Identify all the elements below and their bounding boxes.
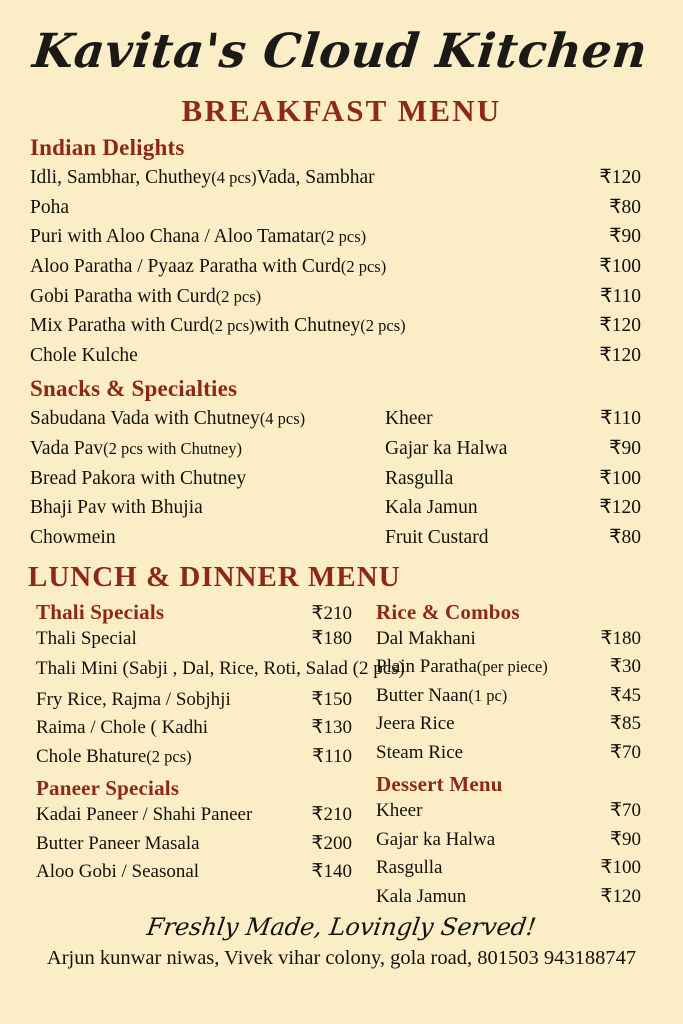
menu-item-name: Aloo Gobi / Seasonal: [36, 861, 200, 882]
menu-item-price: ₹110: [600, 408, 641, 430]
menu-item-price: ₹70: [609, 800, 641, 821]
menu-item-row: [385, 434, 641, 464]
section-heading-dessert-menu: Dessert Menu: [376, 772, 503, 796]
menu-item-row: [30, 434, 385, 464]
rice-combos-item-list: [366, 625, 641, 768]
menu-item-quantity: (2 pcs): [215, 286, 262, 306]
section-heading-paneer-specials: Paneer Specials: [36, 776, 180, 800]
menu-item-name: Kala Jamun: [385, 497, 478, 519]
menu-item-name: Kheer: [376, 800, 423, 821]
snacks-right-column: [385, 404, 659, 552]
menu-item-quantity: (2 pcs): [146, 746, 192, 766]
menu-item-name: Puri with Aloo Chana / Aloo Tamatar: [30, 226, 321, 248]
menu-item-row: [376, 710, 641, 739]
menu-item-row: [376, 739, 641, 768]
menu-item-row: [36, 743, 352, 772]
menu-item-row: [376, 797, 641, 826]
menu-item-name: Kadai Paneer / Shahi Paneer: [36, 804, 253, 825]
menu-item-name: Chole Kulche: [30, 344, 138, 366]
menu-item-name: Dal Makhani: [376, 627, 476, 649]
menu-item-name: Rasgulla: [376, 857, 443, 878]
menu-item-price: ₹180: [600, 627, 641, 649]
menu-item-name: Plain Paratha: [376, 656, 477, 677]
menu-item-price: ₹100: [600, 857, 641, 878]
menu-item-name: Gobi Paratha with Curd: [30, 285, 216, 307]
menu-item-price: ₹150: [311, 688, 352, 710]
section-heading-lunch-dinner: LUNCH & DINNER MENU: [28, 560, 401, 593]
menu-item-row: [385, 523, 641, 553]
menu-item-price: ₹120: [599, 344, 641, 366]
menu-item-name: Bread Pakora with Chutney: [30, 467, 247, 489]
menu-item-name: Fry Rice, Rajma / Sobjhji: [36, 688, 231, 710]
paneer-specials-item-list: [26, 801, 352, 887]
menu-item-name: Thali Special: [36, 627, 137, 649]
menu-item-row: [36, 858, 352, 887]
menu-item-row: [30, 523, 385, 553]
menu-item-name-extra: with Chutney: [254, 315, 361, 337]
menu-item-row: [30, 282, 641, 312]
menu-item-price: ₹120: [599, 167, 641, 188]
menu-item-price: ₹90: [609, 226, 641, 248]
menu-item-quantity: (per piece): [476, 657, 548, 676]
thali-specials-heading-row: [26, 595, 352, 625]
menu-item-price: ₹130: [311, 717, 352, 738]
menu-item-price: ₹100: [599, 255, 641, 277]
menu-item-row: [30, 163, 641, 193]
section-indian-delights: [24, 135, 659, 370]
section-heading-rice-combos: Rice & Combos: [376, 599, 520, 624]
menu-item-name: Raima / Chole ( Kadhi: [36, 717, 209, 738]
menu-item-row: [376, 653, 641, 682]
menu-item-name: Kheer: [385, 408, 433, 430]
menu-item-quantity: (4 pcs): [259, 409, 306, 429]
menu-item-row: [30, 404, 385, 434]
menu-item-row: [36, 714, 352, 743]
menu-item-price: ₹80: [609, 196, 641, 218]
menu-item-price: ₹85: [609, 713, 641, 734]
menu-item-name: Vada Pav: [30, 438, 104, 459]
menu-item-name: Sabudana Vada with Chutney: [30, 408, 260, 430]
menu-item-row: [36, 830, 352, 859]
menu-item-price: ₹110: [312, 745, 352, 767]
menu-item-name: Mix Paratha with Curd: [30, 315, 210, 337]
menu-item-name: Aloo Paratha / Pyaaz Paratha with Curd: [30, 255, 341, 277]
section-heading-thali-specials: Thali Specials: [36, 599, 165, 624]
menu-item-name: Gajar ka Halwa: [385, 438, 508, 459]
menu-item-price: ₹80: [609, 526, 641, 548]
menu-item-price: ₹210: [311, 804, 352, 825]
menu-item-quantity-extra: (2 pcs): [360, 316, 406, 336]
menu-item-name: Chole Bhature: [36, 745, 147, 767]
section-snacks-specialties: [24, 376, 659, 552]
menu-item-price: ₹30: [609, 656, 641, 677]
menu-item-price: ₹120: [599, 497, 641, 519]
menu-item-name: Kala Jamun: [376, 885, 467, 907]
menu-item-row: [30, 222, 641, 252]
thali-specials-item-list: [26, 625, 405, 772]
snacks-left-column: [30, 404, 385, 552]
menu-item-quantity: (2 pcs): [340, 256, 387, 276]
section-heading-indian-delights: Indian Delights: [30, 135, 185, 160]
menu-item-row: [385, 404, 641, 434]
address-line: Arjun kunwar niwas, Vivek vihar colony, gola road, 801503 943188747: [46, 947, 637, 969]
menu-item-price: ₹100: [599, 467, 641, 489]
lunch-dinner-two-column: [24, 595, 659, 912]
menu-item-row: [30, 193, 641, 223]
menu-item-row: [36, 686, 352, 715]
tagline: Freshly Made, Lovingly Served!: [145, 913, 538, 941]
menu-item-row: [36, 653, 405, 686]
menu-item-quantity: (2 pcs with Chutney): [103, 439, 242, 458]
thali-specials-heading-price: ₹210: [311, 602, 352, 624]
menu-item-row: [30, 252, 641, 282]
menu-item-name-extra: Vada, Sambhar: [256, 167, 375, 188]
menu-item-row: [30, 493, 385, 523]
menu-item-price: ₹120: [599, 315, 641, 337]
menu-item-price: ₹110: [600, 285, 641, 307]
menu-item-row: [376, 826, 641, 855]
menu-item-price: ₹200: [311, 832, 352, 854]
menu-item-price: ₹90: [609, 438, 641, 459]
dessert-menu-item-list: [366, 797, 641, 911]
menu-item-quantity: (2 pcs): [209, 316, 255, 336]
menu-item-name: Butter Paneer Masala: [36, 832, 200, 854]
menu-item-price: ₹45: [609, 684, 641, 706]
menu-item-row: [30, 464, 385, 494]
snacks-two-column: [24, 404, 659, 552]
menu-item-row: [36, 801, 352, 830]
menu-item-name: Rasgulla: [385, 467, 454, 489]
menu-item-row: [36, 625, 352, 654]
menu-item-quantity: (2 pcs): [320, 227, 367, 247]
section-lunch-dinner: [24, 561, 659, 912]
menu-item-row: [30, 341, 641, 371]
menu-item-name: Fruit Custard: [385, 526, 489, 548]
menu-item-price: ₹70: [609, 741, 641, 763]
menu-item-name: Chowmein: [30, 526, 116, 548]
menu-item-row: [30, 311, 641, 341]
menu-item-price: ₹120: [600, 885, 641, 907]
section-heading-snacks-specialties: Snacks & Specialties: [30, 376, 238, 402]
menu-item-name: Steam Rice: [376, 741, 464, 763]
menu-item-row: [385, 464, 641, 494]
menu-item-name: Butter Naan: [376, 684, 469, 706]
menu-item-price: ₹140: [311, 861, 352, 882]
menu-item-price: ₹90: [609, 828, 641, 850]
menu-item-name: Thali Mini (Sabji , Dal, Rice, Roti, Salad (2 pcs): [36, 658, 405, 679]
breakfast-menu-title: BREAKFAST MENU: [181, 93, 502, 128]
menu-item-name: Jeera Rice: [376, 713, 455, 734]
menu-item-name: Bhaji Pav with Bhujia: [30, 497, 203, 519]
menu-item-row: [385, 493, 641, 523]
menu-item-name: Poha: [30, 196, 69, 218]
menu-item-row: [376, 854, 641, 883]
menu-item-row: [376, 883, 641, 912]
menu-item-row: [376, 625, 641, 654]
menu-item-price: ₹180: [311, 627, 352, 649]
menu-item-name: Gajar ka Halwa: [376, 828, 496, 850]
indian-delights-item-list: [24, 163, 659, 370]
menu-item-quantity: (4 pcs): [211, 168, 257, 187]
menu-item-name: Idli, Sambhar, Chuthey: [30, 167, 212, 188]
restaurant-name: Kavita's Cloud Kitchen: [30, 24, 650, 79]
lunch-dinner-right-column: [366, 595, 659, 912]
menu-item-quantity: (1 pc): [468, 685, 508, 705]
menu-item-row: [376, 682, 641, 711]
